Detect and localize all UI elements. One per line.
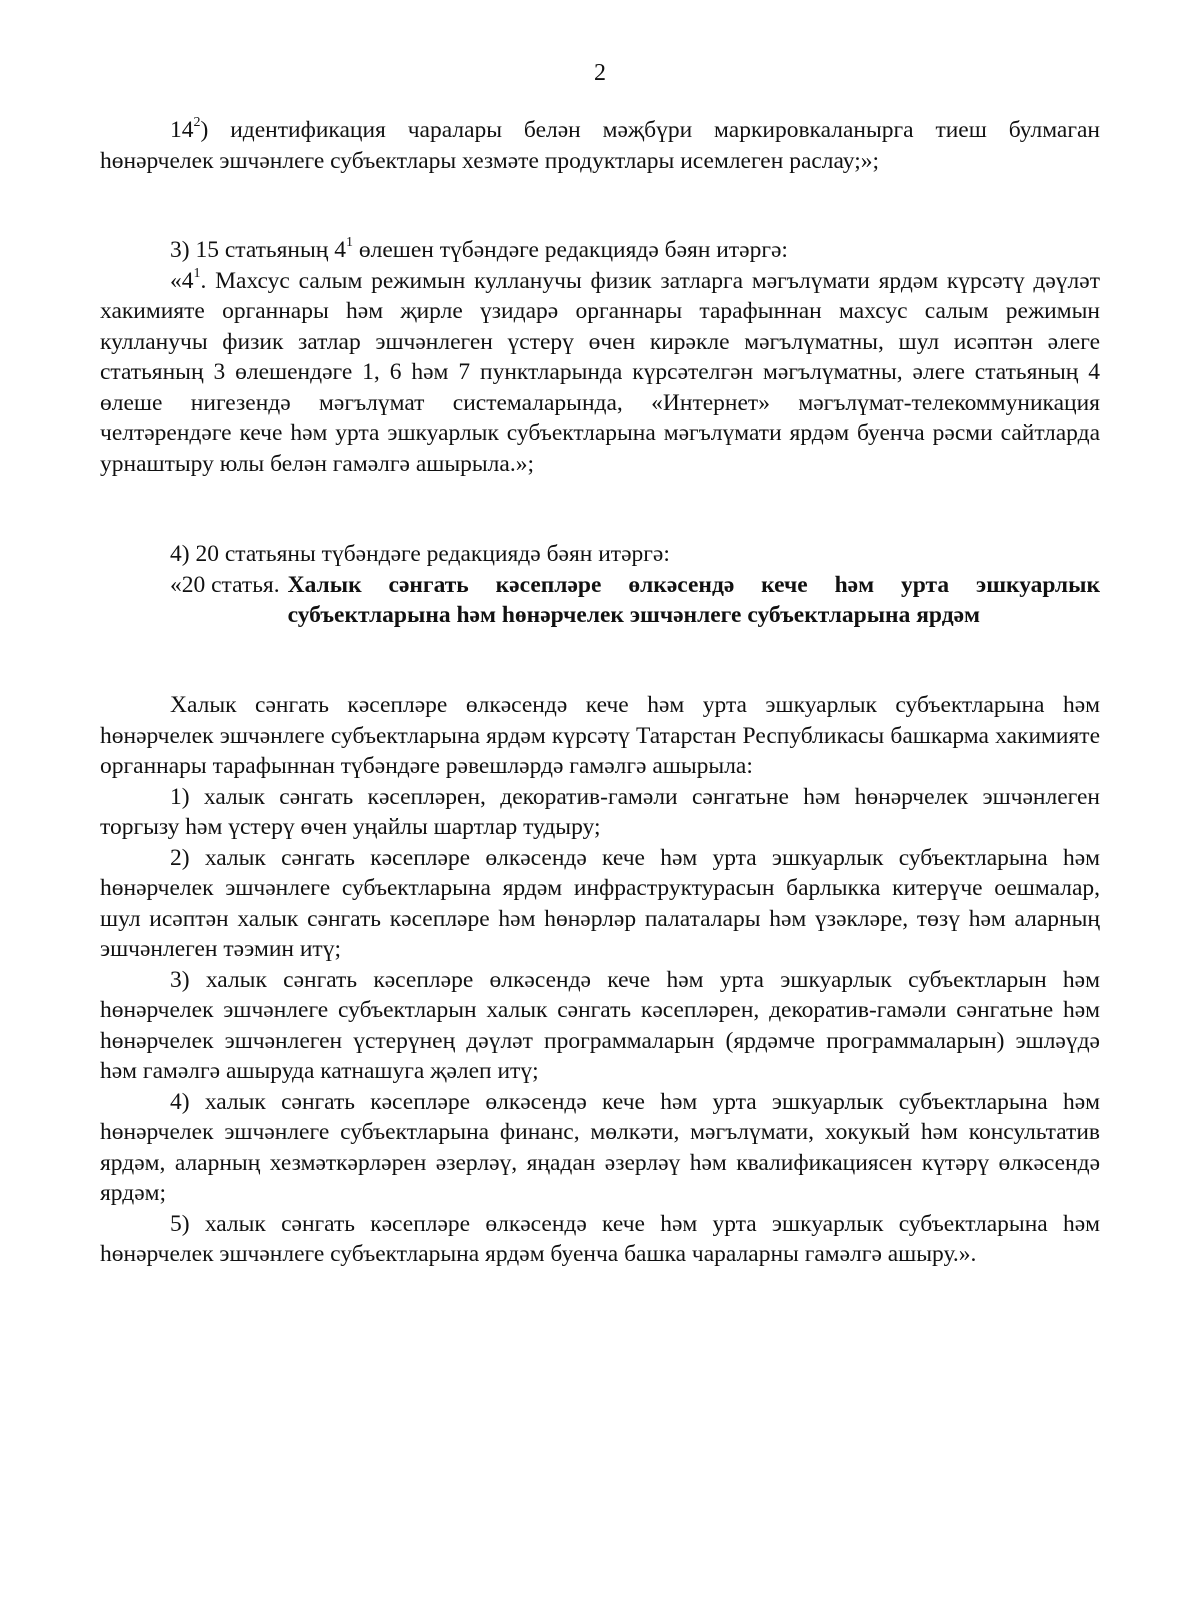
item-3-quote-text: . Махсус салым режимын кулланучы физик затларга мәгълүмати ярдәм күрсәтү дәүләт хакимияте органнары һәм җирле үзидарә органнары тарафыннан махсус салым режимын кулланучы физик затлар эшчәнлеген үстерү өчен кирәкле мәгълүматны, шул исәптән әлеге статьяның 3 өлешендәге 1, 6 һәм 7 пунктларында күрсәтелгән мәгълүматны, әлеге статьяның 4 өлеше нигезендә мәгълүмат системаларында, «Интернет» мәгълүмат-телекоммуникация челтәрендәге кече һәм урта эшкуарлык субъектларына мәгълүмати ярдәм буенча рәсми сайтларда урнаштыру юлы белән гамәлгә ашырыла.»; <box>100 267 1100 477</box>
article-20-title: Халык сәнгать кәсепләре өлкәсендә кече һәм урта эшкуарлык субъектларына һәм һөнәрчелек эшчәнлеге субъектларына ярдәм <box>287 571 1100 628</box>
item-14-2-superscript: 2 <box>193 115 201 131</box>
item-3-quote-start: «4 <box>170 267 194 294</box>
list-item: 5) халык сәнгать кәсепләре өлкәсендә кече һәм урта эшкуарлык субъектларына һәм һөнәрчелек эшчәнлеге субъектларына ярдәм буенча башка чараларны гамәлгә ашыру.». <box>100 1210 1100 1267</box>
page-number: 2 <box>594 60 606 86</box>
list-item: 1) халык сәнгать кәсепләрен, декоратив-гамәли сәнгатьне һәм һөнәрчелек эшчәнлеген торгызу һәм үстерү өчен уңайлы шартлар тудыру; <box>100 783 1100 840</box>
item-4-intro: 4) 20 статьяны түбәндәге редакциядә бәян итәргә: <box>170 541 670 567</box>
item-14-2 <box>100 115 1100 176</box>
item-3-quote <box>100 266 1100 480</box>
item-3-intro-superscript: 1 <box>346 235 353 251</box>
article-20-heading <box>100 570 1100 631</box>
item-14-2-paragraph <box>100 115 1100 176</box>
item-14-2-number: 14 <box>170 117 194 143</box>
item-3-intro <box>100 235 1100 266</box>
item-3-quote-superscript: 1 <box>193 265 201 281</box>
item-3-intro-text-end: өлешен түбәндәге редакциядә бәян итәргә: <box>353 237 788 263</box>
article-20-body <box>100 690 1100 1270</box>
item-3-intro-text: 3) 15 статьяның 4 <box>170 237 346 263</box>
article-20-label: «20 статья. <box>170 571 280 598</box>
item-3 <box>100 235 1100 479</box>
list-item: 4) халык сәнгать кәсепләре өлкәсендә кече һәм урта эшкуарлык субъектларына һәм һөнәрчелек эшчәнлеге субъектларына финанс, мөлкәти, мәгълүмати, хокукый һәм консультатив ярдәм, аларның хезмәткәрләрен әзерләү, яңадан әзерләү һәм квалификациясен күтәрү өлкәсендә ярдәм; <box>100 1088 1100 1206</box>
item-14-2-text: ) идентификация чаралары белән мәҗбүри маркировкаланырга тиеш булмаган һөнәрчелек эшчәнлеге субъектлары хезмәте продуктлары исемлеген раслау;»; <box>100 117 1100 174</box>
article-20-intro: Халык сәнгать кәсепләре өлкәсендә кече һәм урта эшкуарлык субъектларына һәм һөнәрчелек эшчәнлеге субъектларына ярдәм күрсәтү Татарстан Республикасы башкарма хакимияте органнары тарафыннан түбәндәге рәвешләрдә гамәлгә ашырыла: <box>100 692 1100 779</box>
list-item: 3) халык сәнгать кәсепләре өлкәсендә кече һәм урта эшкуарлык субъектларын һәм һөнәрчелек эшчәнлеге субъектларын халык сәнгать кәсепләрен, декоратив-гамәли сәнгатьне һәм һөнәрчелек эшчәнлеген үстерүнең дәүләт программаларын (ярдәмче программаларын) эшләүдә һәм гамәлгә ашыруда катнашуга җәлеп итү; <box>100 966 1100 1084</box>
item-4 <box>100 539 1100 631</box>
list-item: 2) халык сәнгать кәсепләре өлкәсендә кече һәм урта эшкуарлык субъектларына һәм һөнәрчелек эшчәнлеге субъектларына ярдәм инфраструктурасын барлыкка китерүче оешмалар, шул исәптән халык сәнгать кәсепләре һәм һөнәрләр палаталары һәм үзәкләре, төзү һәм аларның эшчәнлеген тәэмин итү; <box>100 844 1100 962</box>
